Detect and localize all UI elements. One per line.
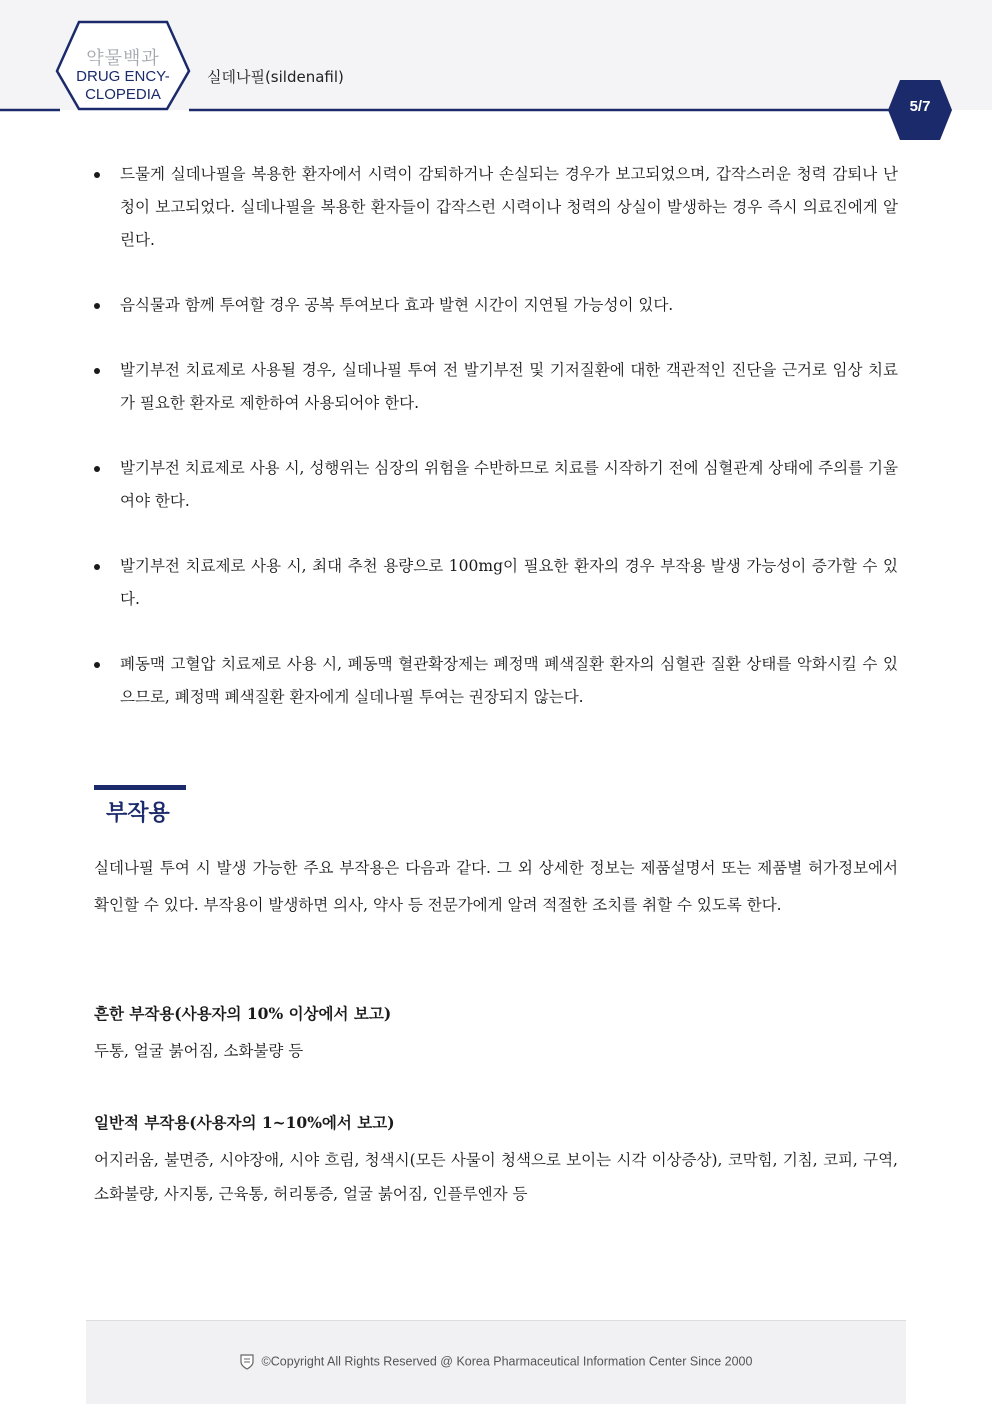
footer-copyright: ©Copyright All Rights Reserved @ Korea Pharmaceutical Information Center Since 2000 (261, 1354, 753, 1369)
common-effects-text: 두통, 얼굴 붉어짐, 소화불량 등 (94, 1042, 304, 1060)
bullet-icon (94, 662, 100, 668)
section-title: 부작용 (106, 801, 170, 826)
list-item-text: 발기부전 치료제로 사용 시, 최대 추천 용량으로 100mg이 필요한 환자의 경우 부작용 발생 가능성이 증가할 수 있다. (120, 557, 898, 608)
common-effects-heading: 흔한 부작용(사용자의 10% 이상에서 보고) (94, 1004, 392, 1023)
bullet-icon (94, 368, 100, 374)
list-item (92, 550, 898, 616)
logo-korean: 약물백과 (86, 48, 160, 69)
precaution-list (92, 158, 898, 746)
list-item-text: 발기부전 치료제로 사용될 경우, 실데나필 투여 전 발기부전 및 기저질환에 대한 객관적인 진단을 근거로 임상 치료가 필요한 환자로 제한하여 사용되어야 한다. (120, 361, 898, 412)
logo-english: DRUG ENCY- CLOPEDIA (76, 68, 170, 103)
list-item-text: 드물게 실데나필을 복용한 환자에서 시력이 감퇴하거나 손실되는 경우가 보고되었으며, 갑작스러운 청력 감퇴나 난청이 보고되었다. 실데나필을 복용한 환자들이 갑작스런 시력이나 청력의 상실이 발생하는 경우 즉시 의료진에게 알린다. (120, 165, 898, 249)
list-item-text: 음식물과 함께 투여할 경우 공복 투여보다 효과 발현 시간이 지연될 가능성이 있다. (120, 296, 674, 314)
document-title: 실데나필(sildenafil) (207, 68, 344, 86)
bullet-icon (94, 564, 100, 570)
general-effects-heading: 일반적 부작용(사용자의 1~10%에서 보고) (94, 1113, 395, 1132)
list-item (92, 452, 898, 518)
bullet-icon (94, 172, 100, 178)
bullet-icon (94, 466, 100, 472)
bullet-icon (94, 303, 100, 309)
list-item (92, 648, 898, 714)
shield-icon (240, 1354, 254, 1370)
general-effects-text: 어지러움, 불면증, 시야장애, 시야 흐림, 청색시(모든 사물이 청색으로 보이는 시각 이상증상), 코막힘, 기침, 코피, 구역, 소화불량, 사지통, 근육통, 허리통증, 얼굴 붉어짐, 인플루엔자 등 (94, 1151, 898, 1203)
list-item (92, 158, 898, 257)
footer (86, 1320, 906, 1404)
list-item-text: 발기부전 치료제로 사용 시, 성행위는 심장의 위험을 수반하므로 치료를 시작하기 전에 심혈관계 상태에 주의를 기울여야 한다. (120, 459, 898, 510)
page-number-badge: 5/7 (909, 98, 931, 115)
section-accent-bar (94, 785, 186, 790)
list-item (92, 354, 898, 420)
list-item-text: 폐동맥 고혈압 치료제로 사용 시, 폐동맥 혈관확장제는 폐정맥 폐색질환 환자의 심혈관 질환 상태를 악화시킬 수 있으므로, 폐정맥 폐색질환 환자에게 실데나필 투여는 권장되지 않는다. (120, 655, 898, 706)
section-intro: 실데나필 투여 시 발생 가능한 주요 부작용은 다음과 같다. 그 외 상세한 정보는 제품설명서 또는 제품별 허가정보에서 확인할 수 있다. 부작용이 발생하면 의사, 약사 등 전문가에게 알려 적절한 조치를 취할 수 있도록 한다. (94, 859, 898, 914)
list-item (92, 289, 898, 322)
